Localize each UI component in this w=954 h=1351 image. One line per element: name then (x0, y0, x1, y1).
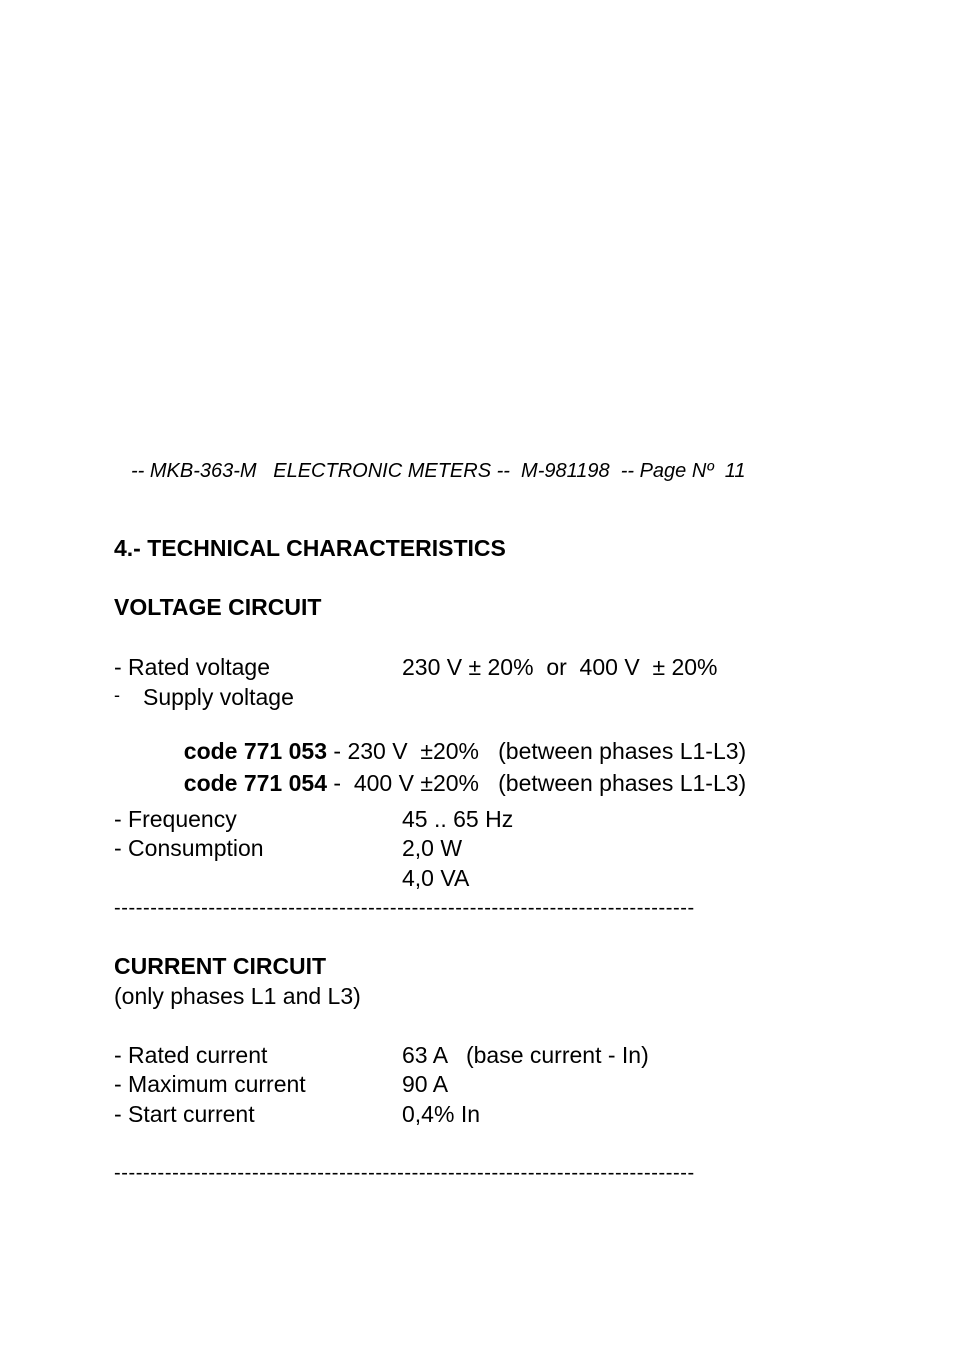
supply-code-row (171, 749, 746, 795)
current-circuit-subtitle: (only phases L1 and L3) (114, 983, 361, 1009)
supply-code-desc: - 400 V ±20% (between phases L1-L3) (327, 770, 747, 796)
consumption-label: - Consumption (114, 835, 264, 861)
current-circuit-title: CURRENT CIRCUIT (114, 953, 327, 979)
consumption-value-va: 4,0 VA (402, 865, 470, 891)
frequency-value: 45 .. 65 Hz (402, 806, 514, 832)
supply-code: code 771 054 (183, 770, 327, 796)
rated-current-label: - Rated current (114, 1042, 268, 1068)
frequency-label: - Frequency (114, 806, 237, 832)
section-title: 4.- TECHNICAL CHARACTERISTICS (114, 535, 506, 561)
separator-line: -------------------------------------------------------------------------------- (114, 1162, 695, 1184)
supply-voltage-dash: - (114, 685, 120, 705)
supply-code: code 771 053 (183, 738, 327, 764)
rated-voltage-label: - Rated voltage (114, 654, 270, 680)
rated-voltage-value: 230 V ± 20% or 400 V ± 20% (402, 654, 718, 680)
maximum-current-label: - Maximum current (114, 1071, 306, 1097)
supply-code-desc: - 230 V ±20% (between phases L1-L3) (327, 738, 747, 764)
page-header: -- MKB-363-M ELECTRONIC METERS -- M-981198 -- Page Nº 11 (131, 460, 746, 482)
supply-voltage-label: Supply voltage (143, 684, 294, 710)
voltage-circuit-title: VOLTAGE CIRCUIT (114, 594, 322, 620)
maximum-current-value: 90 A (402, 1071, 449, 1097)
consumption-value-watts: 2,0 W (402, 835, 463, 861)
start-current-value: 0,4% In (402, 1101, 480, 1127)
rated-current-value: 63 A (base current - In) (402, 1042, 649, 1068)
separator-line: -------------------------------------------------------------------------------- (114, 897, 695, 919)
start-current-label: - Start current (114, 1101, 255, 1127)
